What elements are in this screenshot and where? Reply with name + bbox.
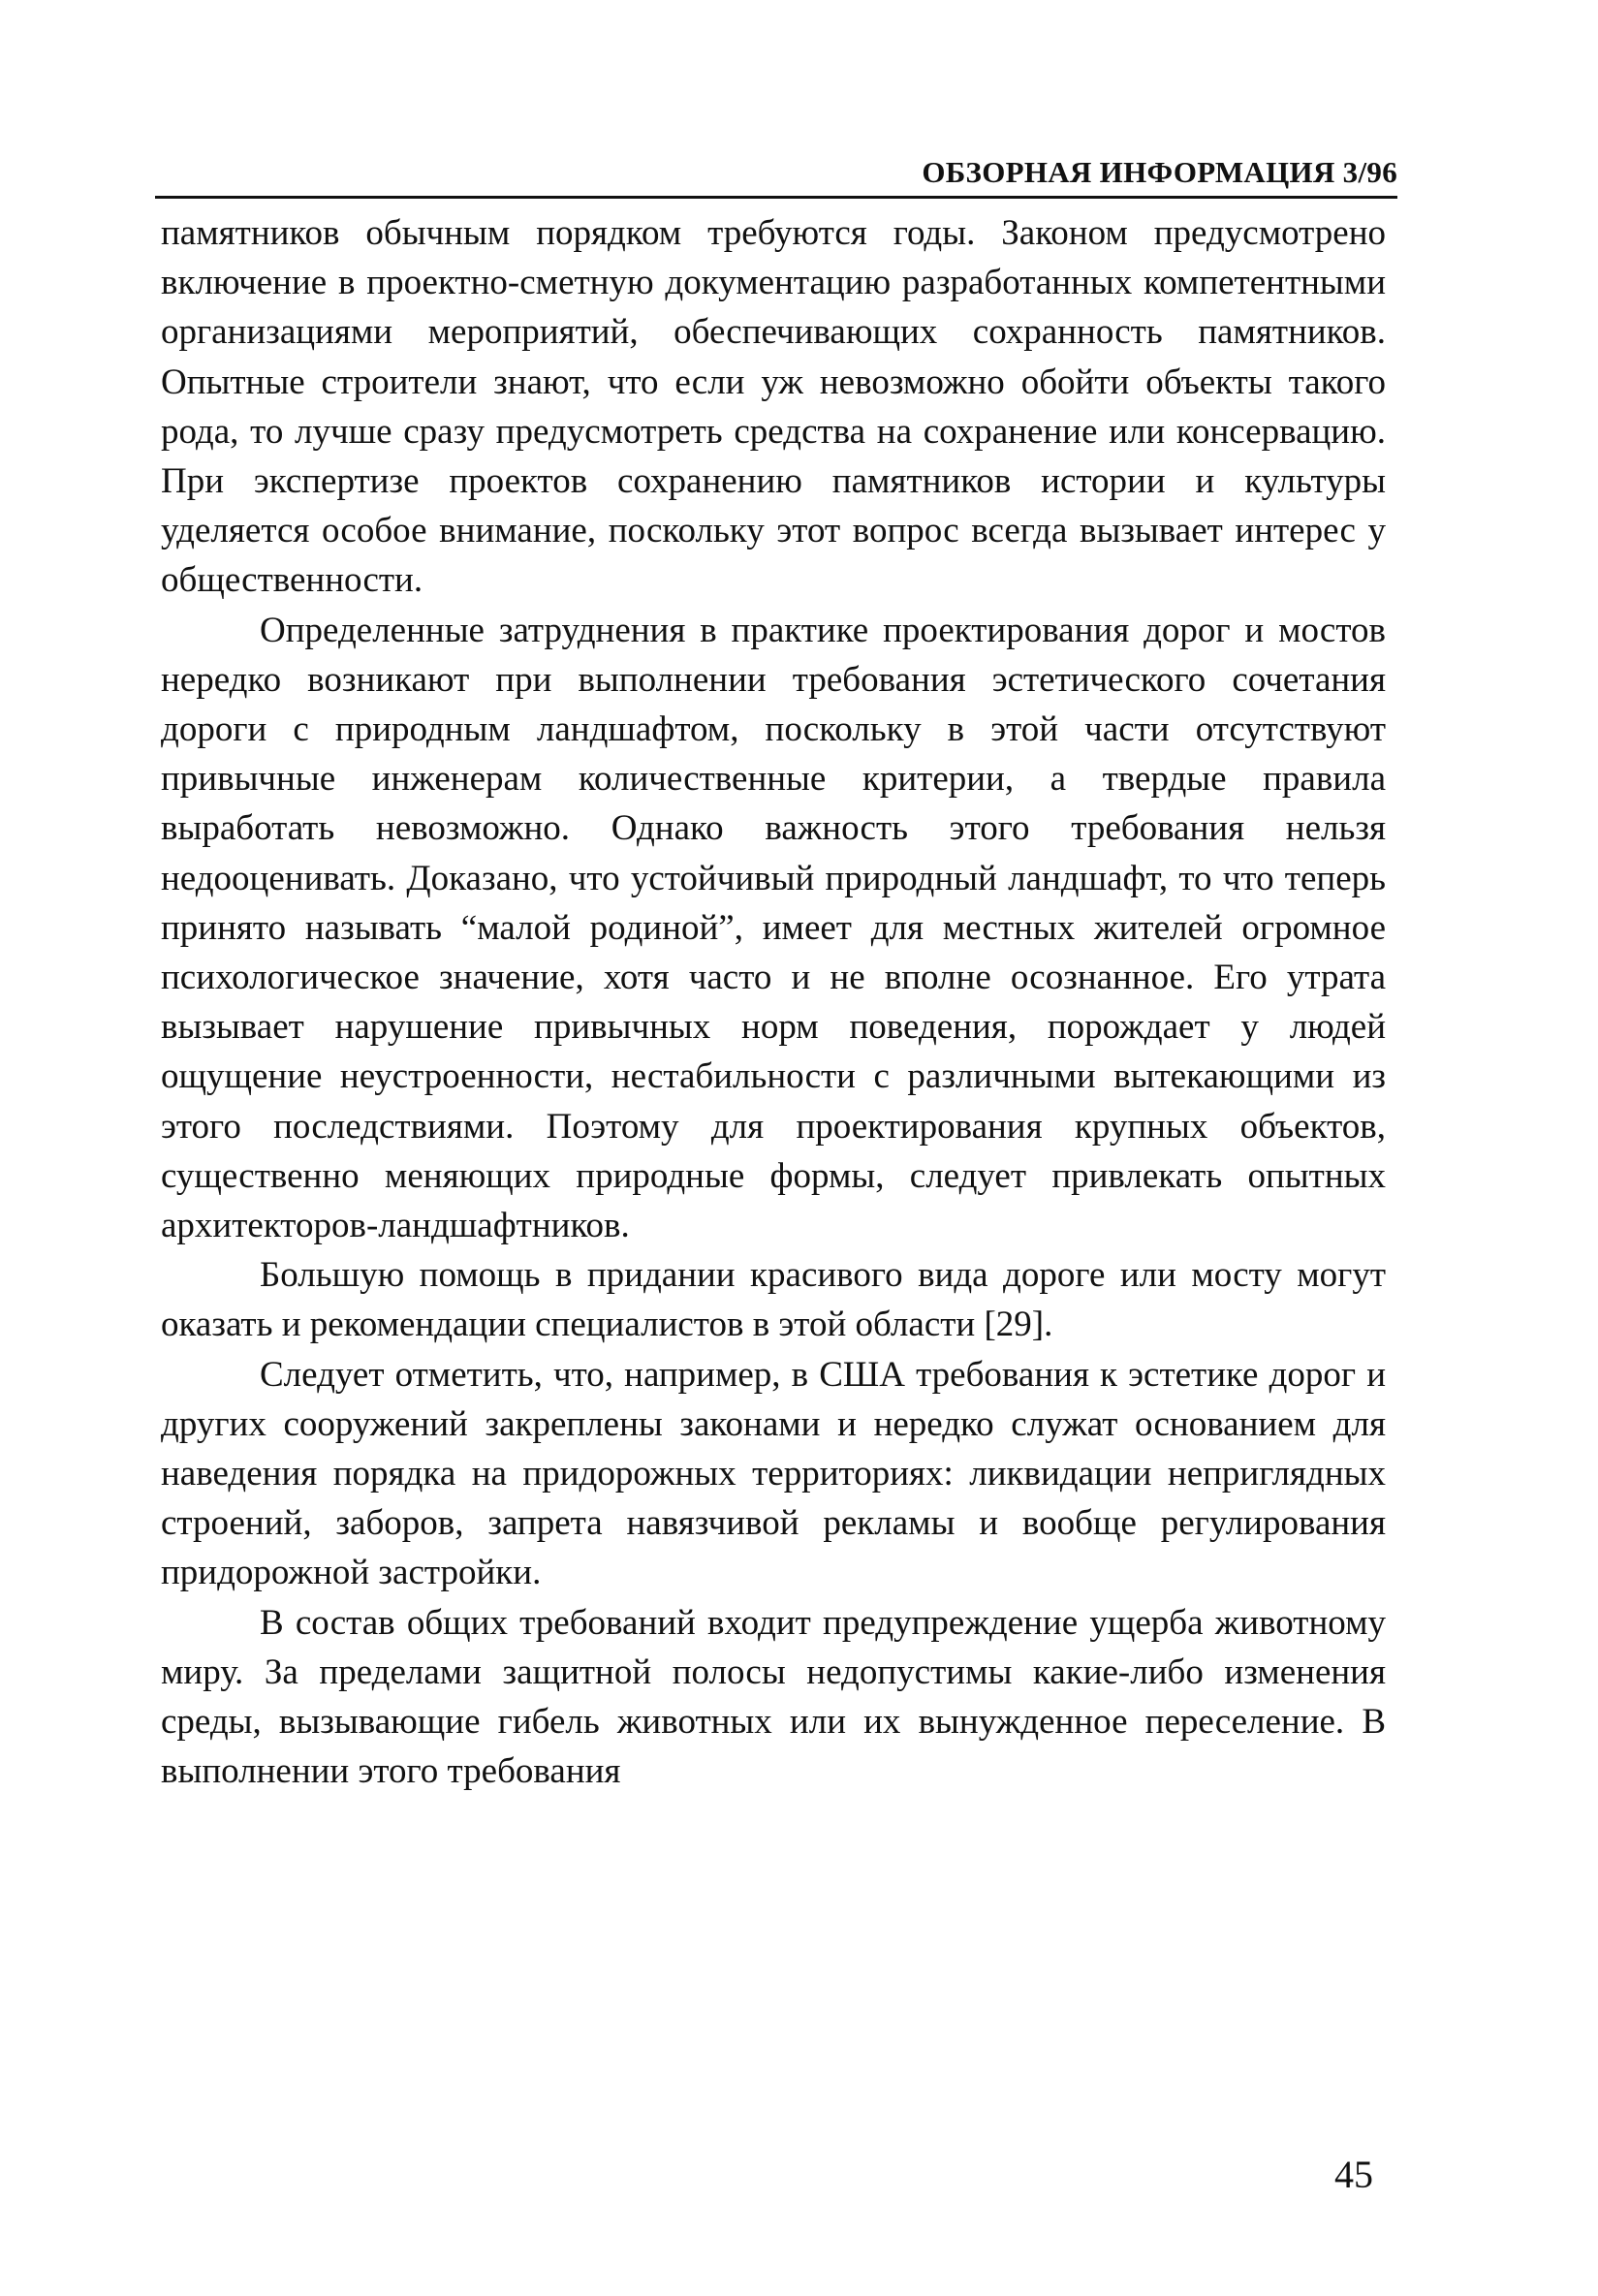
paragraph-animal-world: В состав общих требований входит предупреждение ущерба животному миру. За пределами защитной полосы недопустимы какие-либо изменения среды, вызывающие гибель животных или их вынужденное переселение. В выполнении этого требования [161, 1602, 1386, 1792]
paragraph-continuation: памятников обычным порядком требуются годы. Законом предусмотрено включение в проектно-сметную документацию разработанных компетентными организациями мероприятий, обеспечивающих сохранность памятников. Опытные строители знают, что если уж невозможно обойти объекты такого рода, то лучше сразу предусмотреть средства на сохранение или консервацию. При экспертизе проектов сохранению памятников истории и культуры уделяется особое внимание, поскольку этот вопрос всегда вызывает интерес у общественности. [161, 213, 1386, 601]
page-number: 45 [1334, 2153, 1373, 2196]
paragraph-usa-requirements: Следует отметить, что, например, в США требования к эстетике дорог и других сооружений закреплены законами и нередко служат основанием для наведения порядка на придорожных территориях: ликвидации неприглядных строений, заборов, запрета навязчивой рекламы и вообще регулирования придорожной застройки. [161, 1354, 1386, 1593]
page-header [155, 136, 1397, 199]
running-header-title: ОБЗОРНАЯ ИНФОРМАЦИЯ 3/96 [922, 155, 1397, 189]
paragraph-specialists: Большую помощь в придании красивого вида дороге или мосту могут оказать и рекомендации специалистов в этой области [29]. [161, 1255, 1386, 1345]
body-text [161, 208, 1386, 1797]
paragraph-landscape-aesthetics: Определенные затруднения в практике проектирования дорог и мостов нередко возникают при выполнении требования эстетического сочетания дороги с природным ландшафтом, поскольку в этой части отсутствуют привычные инженерам количественные критерии, а твердые правила выработать невозможно. Однако важность этого требования нельзя недооценивать. Доказано, что устойчивый природный ландшафт, то что теперь принято называть “малой родиной”, имеет для местных жителей огромное психологическое значение, хотя часто и не вполне осознанное. Его утрата вызывает нарушение привычных норм поведения, порождает у людей ощущение неустроенности, нестабильности с различными вытекающими из этого последствиями. Поэтому для проектирования крупных объектов, существенно меняющих природные формы, следует привлекать опытных архитекторов-ландшафтников. [161, 610, 1386, 1246]
